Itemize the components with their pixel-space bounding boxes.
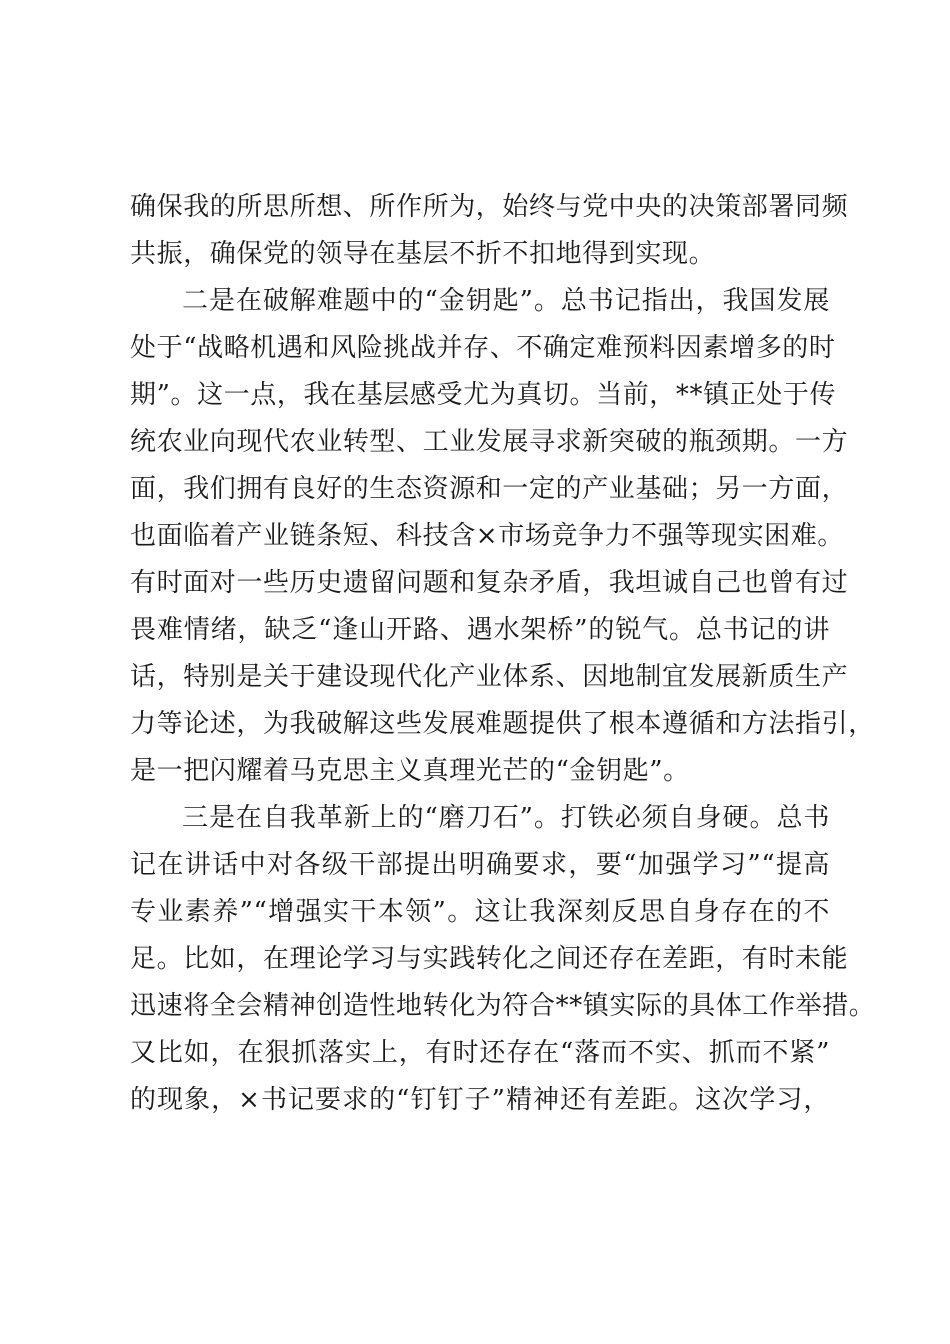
text-line: 足。比如，在理论学习与实践转化之间还存在差距，有时未能 (130, 944, 849, 974)
text-line: 处于“战略机遇和风险挑战并存、不确定难预料因素增多的时 (130, 333, 836, 363)
text-line: 迅速将全会精神创造性地转化为符合**镇实际的具体工作举措。 (130, 991, 876, 1021)
text-line: 统农业向现代农业转型、工业发展寻求新突破的瓶颈期。一方 (130, 427, 849, 457)
text-line: 专业素养”“增强实干本领”。这让我深刻反思自身存在的不 (130, 897, 830, 927)
text-line: 话，特别是关于建设现代化产业体系、因地制宜发展新质生产 (130, 662, 849, 692)
text-line: 确保我的所思所想、所作所为，始终与党中央的决策部署同频 (130, 192, 849, 222)
body-text (130, 184, 876, 1124)
text-line: 的现象，×书记要求的“钉钉子”精神还有差距。这次学习， (130, 1085, 830, 1115)
text-line: 二是在破解难题中的“金钥匙”。总书记指出，我国发展 (182, 286, 830, 316)
text-line: 又比如，在狠抓落实上，有时还存在“落而不实、抓而不紧” (130, 1038, 830, 1068)
text-line: 三是在自我革新上的“磨刀石”。打铁必须自身硬。总书 (182, 803, 830, 833)
text-line: 力等论述，为我破解这些发展难题提供了根本遵循和方法指引， (130, 709, 875, 739)
text-line: 畏难情绪，缺乏“逢山开路、遇水架桥”的锐气。总书记的讲 (130, 615, 830, 645)
text-line: 有时面对一些历史遗留问题和复杂矛盾，我坦诚自己也曾有过 (130, 568, 849, 598)
text-line: 也面临着产业链条短、科技含×市场竞争力不强等现实困难。 (130, 521, 844, 551)
text-line: 共振，确保党的领导在基层不折不扣地得到实现。 (130, 239, 716, 269)
text-line: 面，我们拥有良好的生态资源和一定的产业基础；另一方面， (130, 474, 849, 504)
text-line: 记在讲话中对各级干部提出明确要求，要“加强学习”“提高 (130, 850, 830, 880)
text-line: 期”。这一点，我在基层感受尤为真切。当前，**镇正处于传 (130, 380, 837, 410)
text-line: 是一把闪耀着马克思主义真理光芒的“金钥匙”。 (130, 756, 690, 786)
